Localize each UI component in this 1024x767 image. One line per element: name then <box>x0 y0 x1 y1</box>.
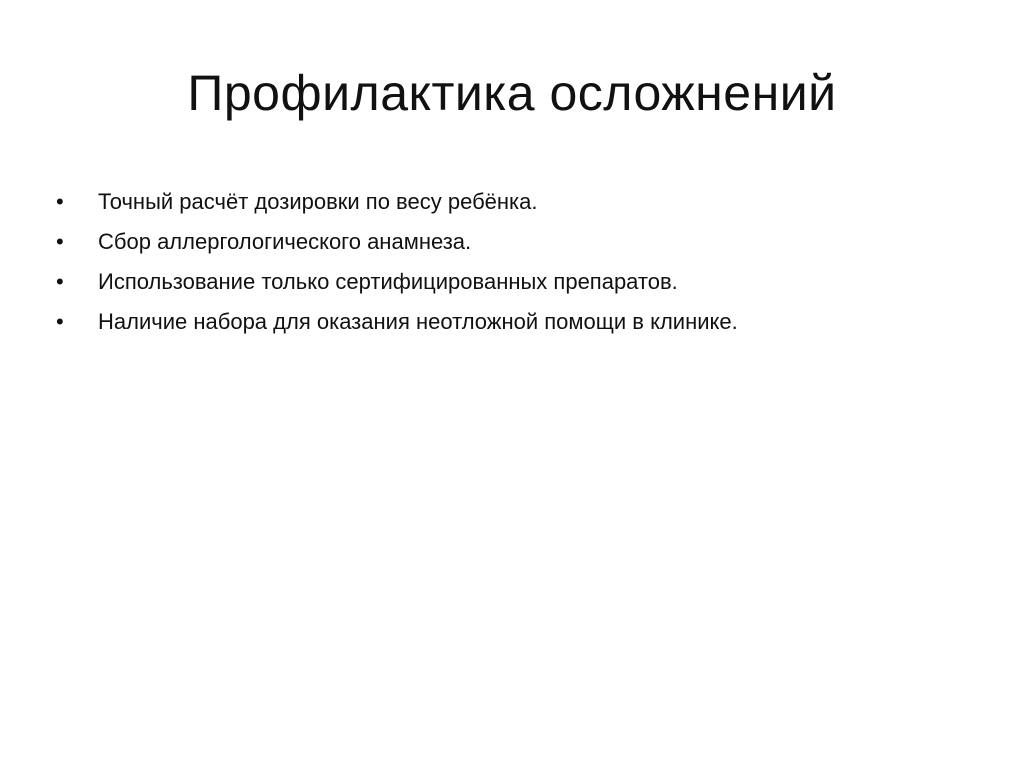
bullet-item <box>56 182 956 222</box>
bullet-text: Наличие набора для оказания неотложной помощи в клинике. <box>98 309 738 334</box>
bullet-text: Сбор аллергологического анамнеза. <box>98 229 472 254</box>
bullet-icon: • <box>56 229 64 254</box>
bullet-list <box>56 182 956 342</box>
bullet-icon: • <box>56 309 64 334</box>
bullet-item <box>56 222 956 262</box>
bullet-text: Использование только сертифицированных препаратов. <box>98 269 678 294</box>
bullet-text: Точный расчёт дозировки по весу ребёнка. <box>98 189 538 214</box>
bullet-item <box>56 302 956 342</box>
slide-title: Профилактика осложнений <box>187 65 837 121</box>
bullet-item <box>56 262 956 302</box>
bullet-icon: • <box>56 269 64 294</box>
bullet-icon: • <box>56 189 64 214</box>
